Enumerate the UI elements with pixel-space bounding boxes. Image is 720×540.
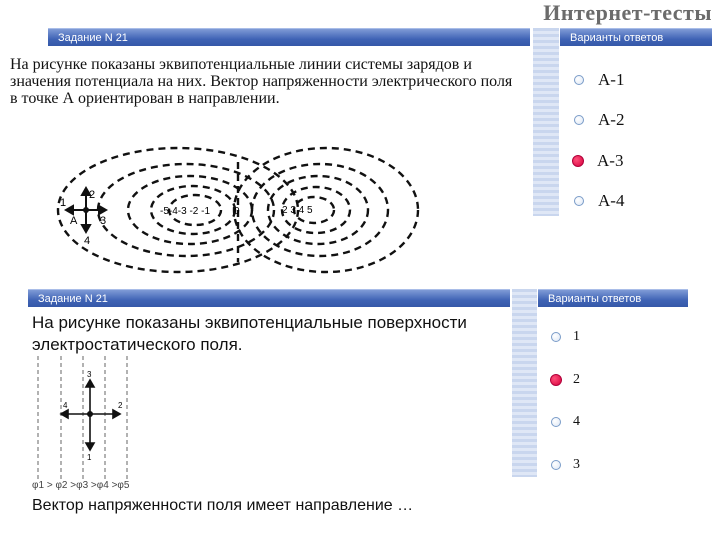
radio-2-selected[interactable] [550, 374, 562, 386]
divider-stripe-2 [512, 289, 537, 477]
zero-potential-label: 0 [234, 206, 240, 217]
radio-a3-selected[interactable] [572, 155, 584, 167]
radio-1[interactable] [551, 332, 561, 342]
option-a4-label: А-4 [598, 191, 625, 210]
arrow2-label-4: 4 [63, 401, 68, 410]
point-a-label: A [70, 215, 78, 227]
arrow-label-4: 4 [84, 235, 91, 247]
potential-labels-right: 2 3 4 5 [282, 205, 313, 216]
arrow-head-1 [66, 206, 73, 214]
equipotential-figure-2 [30, 356, 140, 480]
question-2-text: На рисунке показаны эквипотенциальные поверхности электростатического поля. [32, 313, 467, 354]
arrow2-label-3: 3 [87, 370, 92, 379]
divider-stripe-1 [533, 28, 559, 216]
option-a2[interactable] [574, 110, 624, 130]
option-1[interactable] [551, 329, 580, 345]
task-header-1: Задание N 21 [48, 28, 530, 46]
option-4[interactable] [551, 414, 580, 430]
radio-4[interactable] [551, 417, 561, 427]
arrow-label-3: 3 [100, 215, 107, 227]
radio-a2[interactable] [574, 115, 584, 125]
option-a3-label: А-3 [597, 151, 624, 170]
option-a4[interactable] [574, 191, 624, 211]
answers-header-2: Варианты ответов [538, 289, 688, 307]
option-2-label: 2 [573, 372, 580, 387]
option-3[interactable] [551, 457, 580, 473]
radio-3[interactable] [551, 460, 561, 470]
arrow-label-2: 2 [89, 189, 96, 201]
arrow2-label-1: 1 [87, 453, 92, 462]
option-1-label: 1 [573, 329, 580, 344]
option-3-label: 3 [573, 457, 580, 472]
option-a2-label: А-2 [598, 110, 625, 129]
answers-header-1: Варианты ответов [560, 28, 712, 46]
option-2[interactable] [550, 372, 580, 388]
phi-relation: φ1 > φ2 >φ3 >φ4 >φ5 [32, 480, 130, 491]
radio-a1[interactable] [574, 75, 584, 85]
radio-a4[interactable] [574, 196, 584, 206]
question-1-text: На рисунке показаны эквипотенциальные линии системы зарядов и значения потенциала на них. Вектор напряженности электрического поля в точке А ориентирован в направлении. [10, 56, 513, 107]
question-2-bottom-text: Вектор напряженности поля имеет направление … [32, 497, 414, 514]
option-4-label: 4 [573, 414, 580, 429]
option-a1-label: А-1 [598, 70, 625, 89]
site-title: Интернет-тесты [543, 0, 712, 25]
potential-labels-left: -5-4-3 -2 -1 [160, 206, 211, 217]
task-header-2: Задание N 21 [28, 289, 510, 307]
option-a3[interactable] [572, 151, 623, 171]
option-a1[interactable] [574, 70, 624, 90]
arrow-label-1: 1 [60, 197, 67, 209]
arrow2-label-2: 2 [118, 401, 123, 410]
equipotential-figure-1 [48, 144, 438, 288]
